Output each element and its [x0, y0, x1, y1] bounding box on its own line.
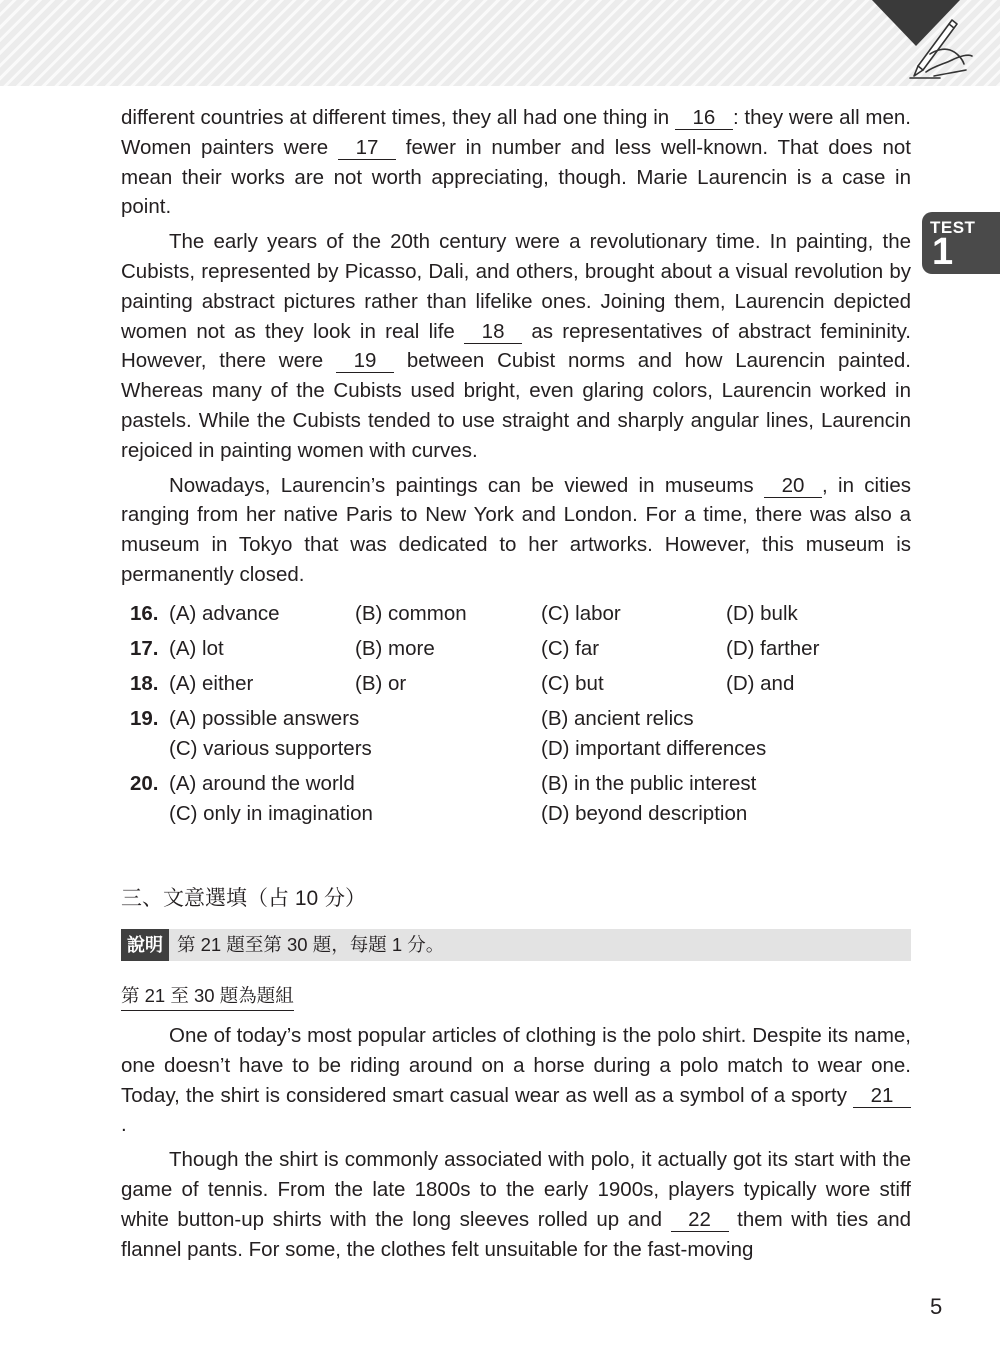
- question-18: [130, 672, 910, 702]
- text-segment: : they were all men. Women painters were: [121, 106, 911, 159]
- text-segment: them with ties and flannel pants. For some, the clothes felt unsuitable for the fast-moving: [121, 1207, 911, 1261]
- group-title: 第 21 至 30 題為題組: [121, 982, 294, 1011]
- pencil-hand-icon: [900, 14, 974, 80]
- option-a[interactable]: (A) either: [169, 672, 254, 695]
- text-segment: different countries at different times, they all had one thing in: [121, 106, 675, 129]
- option-c[interactable]: (C) but: [541, 672, 604, 695]
- question-19: [130, 707, 910, 760]
- section-title: 三、文意選填（占 10 分）: [121, 887, 367, 910]
- option-a[interactable]: (A) lot: [169, 637, 224, 660]
- option-d[interactable]: (D) farther: [726, 637, 820, 660]
- option-d[interactable]: (D) bulk: [726, 602, 798, 625]
- passage-1-paragraph-2: [121, 227, 911, 465]
- text-segment: One of today’s most popular articles of clothing is the polo shirt. Despite its name, one doesn’t have to be riding around on a horse during a polo match to wear one. Today, the shirt is considered smart casual wear as well as a symbol of a sporty: [121, 1024, 911, 1107]
- tab-word: TEST: [930, 218, 976, 237]
- text-segment: fewer in number and less well-known. That does not mean their works are not worth appreciating, though. Marie Laurencin is a case in point.: [121, 135, 911, 219]
- passage-1-paragraph-1: [121, 103, 911, 222]
- option-b[interactable]: (B) or: [355, 672, 407, 695]
- page-number: 5: [930, 1294, 943, 1319]
- option-b[interactable]: (B) common: [355, 602, 467, 625]
- tab-number: 1: [932, 231, 954, 273]
- header-band: [0, 0, 1000, 86]
- question-number: 16.: [130, 602, 159, 625]
- text-segment: between Cubist norms and how Laurencin painted. Whereas many of the Cubists used bright, even glaring colors, Laurencin worked in pastels. While the Cubists tended to use straight and sharply angular lines, Laurencin rejoiced in painting women with curves.: [121, 349, 911, 462]
- option-d[interactable]: (D) beyond description: [541, 802, 748, 825]
- option-a[interactable]: (A) possible answers: [169, 707, 360, 730]
- option-a[interactable]: (A) advance: [169, 602, 280, 625]
- blank-18: 18: [464, 321, 522, 344]
- blank-20: 20: [764, 475, 822, 498]
- blank-16: 16: [675, 107, 733, 130]
- instruction-label: 說明: [121, 929, 169, 961]
- blank-17: 17: [338, 137, 396, 160]
- option-c[interactable]: (C) only in imagination: [169, 802, 373, 825]
- text-segment: .: [121, 1113, 127, 1137]
- blank-22: 22: [671, 1209, 729, 1232]
- text-segment: The early years of the 20th century were a revolutionary time. In painting, the Cubists, represented by Picasso, Dali, and others, brought about a visual revolution by painting abstract pictures rather than lifelike ones. Joining them, Laurencin depicted women not as they look in real life: [121, 230, 911, 343]
- question-17: [130, 637, 910, 667]
- question-number: 17.: [130, 637, 159, 660]
- text-segment: Though the shirt is commonly associated with polo, it actually got its start with the game of tennis. From the late 1800s to the early 1900s, players typically wore stiff white button-up shirts with the long sleeves rolled up and: [121, 1148, 911, 1231]
- option-a[interactable]: (A) around the world: [169, 772, 355, 795]
- question-number: 19.: [130, 707, 159, 730]
- text-segment: , in cities ranging from her native Paris to New York and London. For a time, there was also a museum in Tokyo that was dedicated to her artworks. However, this museum is permanently closed.: [121, 473, 912, 586]
- blank-21: 21: [853, 1085, 911, 1108]
- option-d[interactable]: (D) important differences: [541, 737, 767, 760]
- option-c[interactable]: (C) far: [541, 637, 600, 660]
- text-segment: as representatives of abstract femininity. However, there were: [121, 319, 912, 373]
- instruction-text: 第 21 題至第 30 題，每題 1 分。: [177, 934, 445, 955]
- option-c[interactable]: (C) various supporters: [169, 737, 372, 760]
- passage-1-paragraph-3: [121, 471, 911, 590]
- passage-2: [121, 1021, 911, 1264]
- option-b[interactable]: (B) more: [355, 637, 435, 660]
- option-b[interactable]: (B) ancient relics: [541, 707, 694, 730]
- question-20: [130, 772, 910, 825]
- option-d[interactable]: (D) and: [726, 672, 795, 695]
- text-segment: Nowadays, Laurencin’s paintings can be viewed in museums: [169, 473, 764, 497]
- passage-2-paragraph-2: [121, 1145, 911, 1264]
- test-side-tab: [922, 212, 1000, 274]
- passage-2-paragraph-1: [121, 1021, 911, 1140]
- passage-1: [121, 103, 911, 590]
- option-c[interactable]: (C) labor: [541, 602, 621, 625]
- blank-19: 19: [336, 350, 394, 373]
- option-b[interactable]: (B) in the public interest: [541, 772, 757, 795]
- question-16: [130, 602, 910, 632]
- question-number: 20.: [130, 772, 159, 795]
- question-number: 18.: [130, 672, 159, 695]
- instruction-bar: [121, 929, 911, 961]
